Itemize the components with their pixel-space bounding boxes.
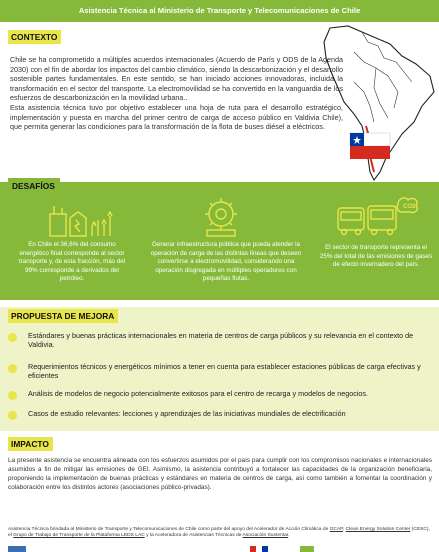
impact-heading: IMPACTO — [8, 437, 53, 451]
footer-link-gcap[interactable]: GCAP — [329, 527, 343, 532]
context-text — [10, 55, 343, 132]
footer-link-sustentar[interactable]: Asociación Sustentar — [242, 533, 289, 539]
proposal-item-1: Estándares y buenas prácticas internacionales en materia de centros de carga públicos y su relevancia en el contexto de Valdivia. — [28, 331, 414, 350]
proposal-heading: PROPUESTA DE MEJORA — [8, 309, 118, 323]
impact-text: La presente asistencia se encuentra alineada con los esfuerzos asumidos por el país para cumplir con los compromisos nacionales e internacionales asumidos a fin de mitigar las emisiones de GEI. Asimismo, la asistencia contribuyó a fortalecer las capacidades de la organización beneficiaria, proponiendo la implementación de buenas prácticas y estándares en materia de centros de carga, así como también a fomentar la coordinación y colaboración entre los distintos actores (asociaciones público-privadas). — [8, 457, 432, 491]
logo-icon — [8, 546, 26, 552]
logo-icon — [262, 546, 268, 552]
context-paragraph-2: Esta asistencia técnica tuvo por objetivo establecer una hoja de ruta para el desarrollo estratégico, implementación y puesta en marcha del primer centro de carga de acceso público en Valdivia Chile), que permita generar las condiciones para la transformación de la flota de buses diésel a eléctricos. — [10, 102, 343, 132]
challenge-1-text: En Chile el 36,6% del consumo energético final corresponde al sector transporte y, de esta fracción, más del 99% corresponde a derivados del petróleo. — [18, 241, 126, 283]
footer-text-3: (CESC), el — [8, 527, 430, 539]
context-heading: CONTEXTO — [8, 30, 61, 44]
footer-link-cesc[interactable]: Clean Energy Solution Center — [345, 527, 411, 532]
south-america-map-icon — [318, 22, 439, 182]
challenge-2-text: Generar infraestructura pública que pueda atender la operación de carga de las distintas líneas que deseen convertirse a electromovilidad, considerando una operación disgregada en múltiples operadores con pequeñas flotas. — [150, 241, 302, 283]
footer-note — [8, 527, 432, 540]
logo-icon — [250, 546, 256, 552]
proposal-item-4: Casos de estudio relevantes: lecciones y aprendizajes de las iniciativas mundiales de electrificación — [28, 409, 346, 418]
svg-text:CO2: CO2 — [403, 204, 416, 210]
charging-infrastructure-icon — [201, 196, 241, 238]
energy-plant-icon — [48, 200, 114, 238]
challenge-3-text: El sector de transporte representa el 25% del total de las emisiones de gases de efecto invernadero del país. — [319, 244, 433, 269]
footer-text-5: . — [288, 533, 290, 539]
bus-co2-icon — [336, 194, 420, 236]
chile-flag-icon — [350, 133, 390, 159]
footer-text-2: , — [342, 527, 346, 532]
header-title: Asistencia Técnica al Ministerio de Transporte y Telecomunicaciones de Chile — [0, 0, 439, 22]
logo-icon — [300, 546, 314, 552]
partner-logos — [0, 545, 439, 552]
footer-text-4: y la Aceleradora de Asistencias Técnicas de — [144, 533, 243, 539]
challenges-heading: DESAFÍOS — [8, 178, 60, 194]
footer-link-leds[interactable]: Grupo de Trabajo de Transporte de la Plataforma LEDS LAC — [13, 533, 145, 539]
proposal-item-2: Requerimientos técnicos y energéticos mínimos a tener en cuenta para establecer estaciones públicas de carga efectivas y eficientes — [28, 362, 421, 381]
context-paragraph-1: Chile se ha comprometido a múltiples acuerdos internacionales (Acuerdo de París y ODS de la Agenda 2030) con el fin de abordar los impactos del cambio climático, siendo la descarbonización y el desarrollo sostenible partes fundamentales. En este sentido, se han iniciado acciones innovadoras, incluida la transformación en el sector del transporte. La electromovilidad se ha convertido en la vanguardia de los esfuerzos de descarbonización en la movilidad urbana.. — [10, 55, 343, 103]
footer-text-1: Asistencia Técnica brindada al Ministerio de Transporte y Telecomunicaciones de Chile como parte del apoyo del Acelerador de Acción Climática de — [8, 527, 330, 532]
proposal-item-3: Análisis de modelos de negocio potencialmente exitosos para el centro de recarga y modelos de negocios. — [28, 389, 369, 398]
